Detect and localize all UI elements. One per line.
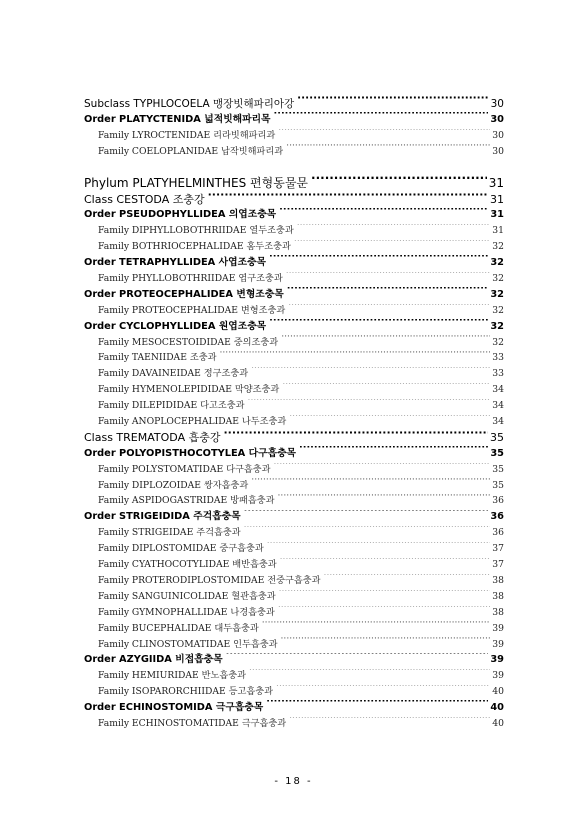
- dot-leader: [297, 96, 488, 107]
- toc-entry-page: 32: [490, 320, 504, 332]
- dot-leader: [299, 446, 488, 456]
- toc-entry-family[interactable]: [84, 462, 504, 478]
- toc-entry-page: 36: [490, 511, 504, 523]
- dot-leader: [289, 717, 490, 726]
- dot-leader: [274, 112, 489, 122]
- toc-entry-page: 32: [492, 273, 504, 285]
- dot-leader: [286, 272, 491, 281]
- toc-entry-page: 35: [490, 430, 504, 444]
- toc-entry-page: 37: [492, 543, 504, 555]
- toc-entry-page: 36: [492, 495, 504, 507]
- toc-entry-family[interactable]: [84, 144, 504, 160]
- toc-entry-page: 38: [492, 574, 504, 586]
- dot-leader: [280, 558, 491, 567]
- dot-leader: [297, 224, 491, 233]
- toc-entry-subclass[interactable]: [84, 96, 504, 112]
- toc-entry-page: 33: [492, 352, 504, 364]
- section-spacer: [84, 160, 504, 175]
- toc-entry-family[interactable]: [84, 637, 504, 653]
- dot-leader: [244, 526, 491, 535]
- toc-entry-page: 30: [490, 113, 504, 125]
- toc-entry-page: 30: [490, 97, 504, 110]
- toc-entry-page: 34: [492, 416, 504, 428]
- dot-leader: [281, 637, 491, 646]
- toc-entry-page: 39: [492, 670, 504, 682]
- toc-entry-page: 31: [490, 192, 504, 206]
- toc-entry-order[interactable]: [84, 446, 504, 462]
- toc-entry-page: 38: [492, 606, 504, 618]
- toc-entry-family[interactable]: [84, 478, 504, 494]
- dot-leader: [226, 653, 489, 663]
- toc-entry-label: Family DIPHYLLOBOTHRIIDAE 열두조충과: [98, 225, 294, 237]
- toc-entry-label: Phylum PLATYHELMINTHES 편형동물문: [84, 175, 309, 190]
- dot-leader: [248, 399, 491, 408]
- toc-entry-label: Family CLINOSTOMATIDAE 인두흡충과: [98, 638, 278, 650]
- toc-entry-label: Family ISOPARORCHIIDAE 등고흡충과: [98, 686, 274, 698]
- toc-entry-family[interactable]: [84, 525, 504, 541]
- toc-entry-class[interactable]: [84, 192, 504, 208]
- toc-entry-family[interactable]: [84, 335, 504, 351]
- toc-entry-page: 39: [492, 622, 504, 634]
- toc-entry-label: Subclass TYPHLOCOELA 맹장빗해파리아강: [84, 97, 295, 110]
- toc-entry-page: 40: [492, 686, 504, 698]
- toc-entry-page: 33: [492, 368, 504, 380]
- toc-entry-label: Class TREMATODA 흡충강: [84, 430, 221, 444]
- dot-leader: [294, 240, 490, 249]
- dot-leader: [249, 669, 490, 678]
- toc-entry-label: Order PSEUDOPHYLLIDEA 의엽조충목: [84, 209, 277, 221]
- dot-leader: [278, 606, 490, 615]
- dot-leader: [266, 700, 488, 710]
- toc-entry-label: Family POLYSTOMATIDAE 다구흡충과: [98, 463, 271, 475]
- toc-entry-label: Order STRIGEIDIDA 주걱흡충목: [84, 511, 241, 523]
- toc-entry-family[interactable]: [84, 350, 504, 366]
- dot-leader: [251, 367, 490, 376]
- toc-entry-page: 35: [492, 479, 504, 491]
- dot-leader: [244, 510, 489, 520]
- toc-entry-family[interactable]: [84, 223, 504, 239]
- toc-entry-label: Order CYCLOPHYLLIDEA 원엽조충목: [84, 320, 267, 332]
- toc-entry-label: Family PHYLLOBOTHRIIDAE 엽구조충과: [98, 273, 283, 285]
- toc-entry-page: 39: [492, 638, 504, 650]
- toc-entry-family[interactable]: [84, 605, 504, 621]
- toc-entry-label: Family ANOPLOCEPHALIDAE 나두조충과: [98, 416, 287, 428]
- toc-entry-order[interactable]: [84, 255, 504, 271]
- toc-entry-page: 34: [492, 384, 504, 396]
- toc-entry-page: 39: [490, 654, 504, 666]
- toc-entry-label: Family DAVAINEIDAE 정구조충과: [98, 368, 249, 380]
- dot-leader: [287, 287, 489, 297]
- toc-entry-page: 31: [492, 225, 504, 237]
- toc-entry-page: 32: [492, 336, 504, 348]
- dot-leader: [267, 542, 491, 551]
- dot-leader: [276, 685, 490, 694]
- toc-entry-label: Family PROTEOCEPHALIDAE 변형조충과: [98, 304, 286, 316]
- toc-entry-order[interactable]: [84, 509, 504, 525]
- dot-leader: [311, 175, 487, 187]
- dot-leader: [279, 590, 491, 599]
- toc-entry-label: Family MESOCESTOIDIDAE 중의조충과: [98, 336, 279, 348]
- toc-entry-label: Family DIPLOSTOMIDAE 중구흡충과: [98, 543, 264, 555]
- toc-entry-order[interactable]: [84, 112, 504, 128]
- toc-entry-class[interactable]: [84, 430, 504, 446]
- toc-entry-family[interactable]: [84, 668, 504, 684]
- dot-leader: [288, 304, 490, 313]
- toc-entry-family[interactable]: [84, 573, 504, 589]
- toc-entry-label: Family BUCEPHALIDAE 대두흡충과: [98, 622, 259, 634]
- toc-entry-family[interactable]: [84, 303, 504, 319]
- toc-entry-label: Family PROTERODIPLOSTOMIDAE 전중구흡충과: [98, 574, 321, 586]
- toc-entry-label: Family ASPIDOGASTRIDAE 방패흡충과: [98, 495, 275, 507]
- dot-leader: [269, 319, 488, 329]
- toc-entry-page: 36: [492, 527, 504, 539]
- dot-leader: [262, 621, 491, 630]
- toc-entry-label: Class CESTODA 조충강: [84, 192, 205, 206]
- toc-entry-page: 30: [492, 145, 504, 157]
- toc-entry-page: 38: [492, 590, 504, 602]
- toc-entry-page: 32: [492, 241, 504, 253]
- dot-leader: [278, 129, 490, 138]
- toc-entry-family[interactable]: [84, 128, 504, 144]
- toc-entry-label: Order PROTEOCEPHALIDEA 변형조충목: [84, 288, 284, 300]
- toc-entry-family[interactable]: [84, 716, 504, 732]
- toc-entry-family[interactable]: [84, 398, 504, 414]
- dot-leader: [282, 383, 490, 392]
- dot-leader: [269, 255, 488, 265]
- toc-entry-label: Family DIPLOZOIDAE 쌍자흡충과: [98, 479, 249, 491]
- toc-entry-label: Order AZYGIIDA 비접흡충목: [84, 654, 223, 666]
- toc-entry-page: 32: [492, 304, 504, 316]
- toc-entry-label: Family COELOPLANIDAE 납작빗해파리과: [98, 145, 284, 157]
- dot-leader: [273, 463, 490, 472]
- toc-entry-family[interactable]: [84, 271, 504, 287]
- toc-entry-family[interactable]: [84, 414, 504, 430]
- toc-entry-page: 30: [492, 129, 504, 141]
- table-of-contents: [84, 96, 504, 732]
- toc-entry-page: 32: [490, 288, 504, 300]
- toc-entry-page: 40: [492, 717, 504, 729]
- toc-entry-order[interactable]: [84, 652, 504, 668]
- toc-entry-page: 34: [492, 400, 504, 412]
- dot-leader: [286, 144, 490, 153]
- toc-entry-order[interactable]: [84, 207, 504, 223]
- dot-leader: [251, 478, 490, 487]
- toc-entry-family[interactable]: [84, 366, 504, 382]
- toc-entry-label: Family ECHINOSTOMATIDAE 극구흡충과: [98, 717, 287, 729]
- toc-entry-page: 31: [488, 175, 504, 190]
- toc-entry-family[interactable]: [84, 621, 504, 637]
- toc-entry-family[interactable]: [84, 589, 504, 605]
- toc-entry-label: Family GYMNOPHALLIDAE 나경흡충과: [98, 606, 275, 618]
- toc-entry-order[interactable]: [84, 700, 504, 716]
- toc-entry-label: Order ECHINOSTOMIDA 극구흡충목: [84, 702, 264, 714]
- toc-entry-label: Family CYATHOCOTYLIDAE 배반흡충과: [98, 559, 277, 571]
- dot-leader: [281, 335, 490, 344]
- toc-entry-label: Family STRIGEIDAE 주걱흡충과: [98, 527, 241, 539]
- toc-entry-label: Family SANGUINICOLIDAE 혈관흡충과: [98, 590, 276, 602]
- toc-entry-family[interactable]: [84, 541, 504, 557]
- toc-entry-label: Family BOTHRIOCEPHALIDAE 홈두조충과: [98, 241, 291, 253]
- toc-entry-page: 35: [490, 447, 504, 459]
- toc-entry-page: 37: [492, 559, 504, 571]
- toc-entry-page: 31: [490, 209, 504, 221]
- dot-leader: [223, 430, 488, 441]
- dot-leader: [278, 494, 491, 503]
- toc-entry-order[interactable]: [84, 319, 504, 335]
- toc-entry-label: Family DILEPIDIDAE 다고조충과: [98, 400, 245, 412]
- toc-entry-label: Order POLYOPISTHOCOTYLEA 다구흡충목: [84, 447, 296, 459]
- toc-entry-family[interactable]: [84, 557, 504, 573]
- dot-leader: [219, 351, 490, 360]
- dot-leader: [324, 574, 491, 583]
- page-number: - 18 -: [274, 776, 313, 787]
- toc-entry-family[interactable]: [84, 382, 504, 398]
- toc-entry-phylum[interactable]: [84, 175, 504, 192]
- toc-entry-label: Order PLATYCTENIDA 넓적빗해파리목: [84, 113, 271, 125]
- toc-entry-page: 32: [490, 257, 504, 269]
- toc-entry-label: Order TETRAPHYLLIDEA 사엽조충목: [84, 257, 266, 269]
- toc-entry-label: Family HYMENOLEPIDIDAE 막양조충과: [98, 384, 280, 396]
- dot-leader: [279, 208, 488, 218]
- toc-entry-family[interactable]: [84, 493, 504, 509]
- dot-leader: [208, 192, 488, 203]
- toc-entry-label: Family TAENIIDAE 조충과: [98, 352, 217, 364]
- toc-entry-label: Family LYROCTENIDAE 리라빗해파리과: [98, 129, 276, 141]
- toc-entry-page: 35: [492, 463, 504, 475]
- toc-entry-family[interactable]: [84, 684, 504, 700]
- toc-entry-label: Family HEMIURIDAE 반노흡충과: [98, 670, 246, 682]
- toc-entry-family[interactable]: [84, 239, 504, 255]
- dot-leader: [289, 415, 490, 424]
- toc-entry-order[interactable]: [84, 287, 504, 303]
- toc-entry-page: 40: [490, 702, 504, 714]
